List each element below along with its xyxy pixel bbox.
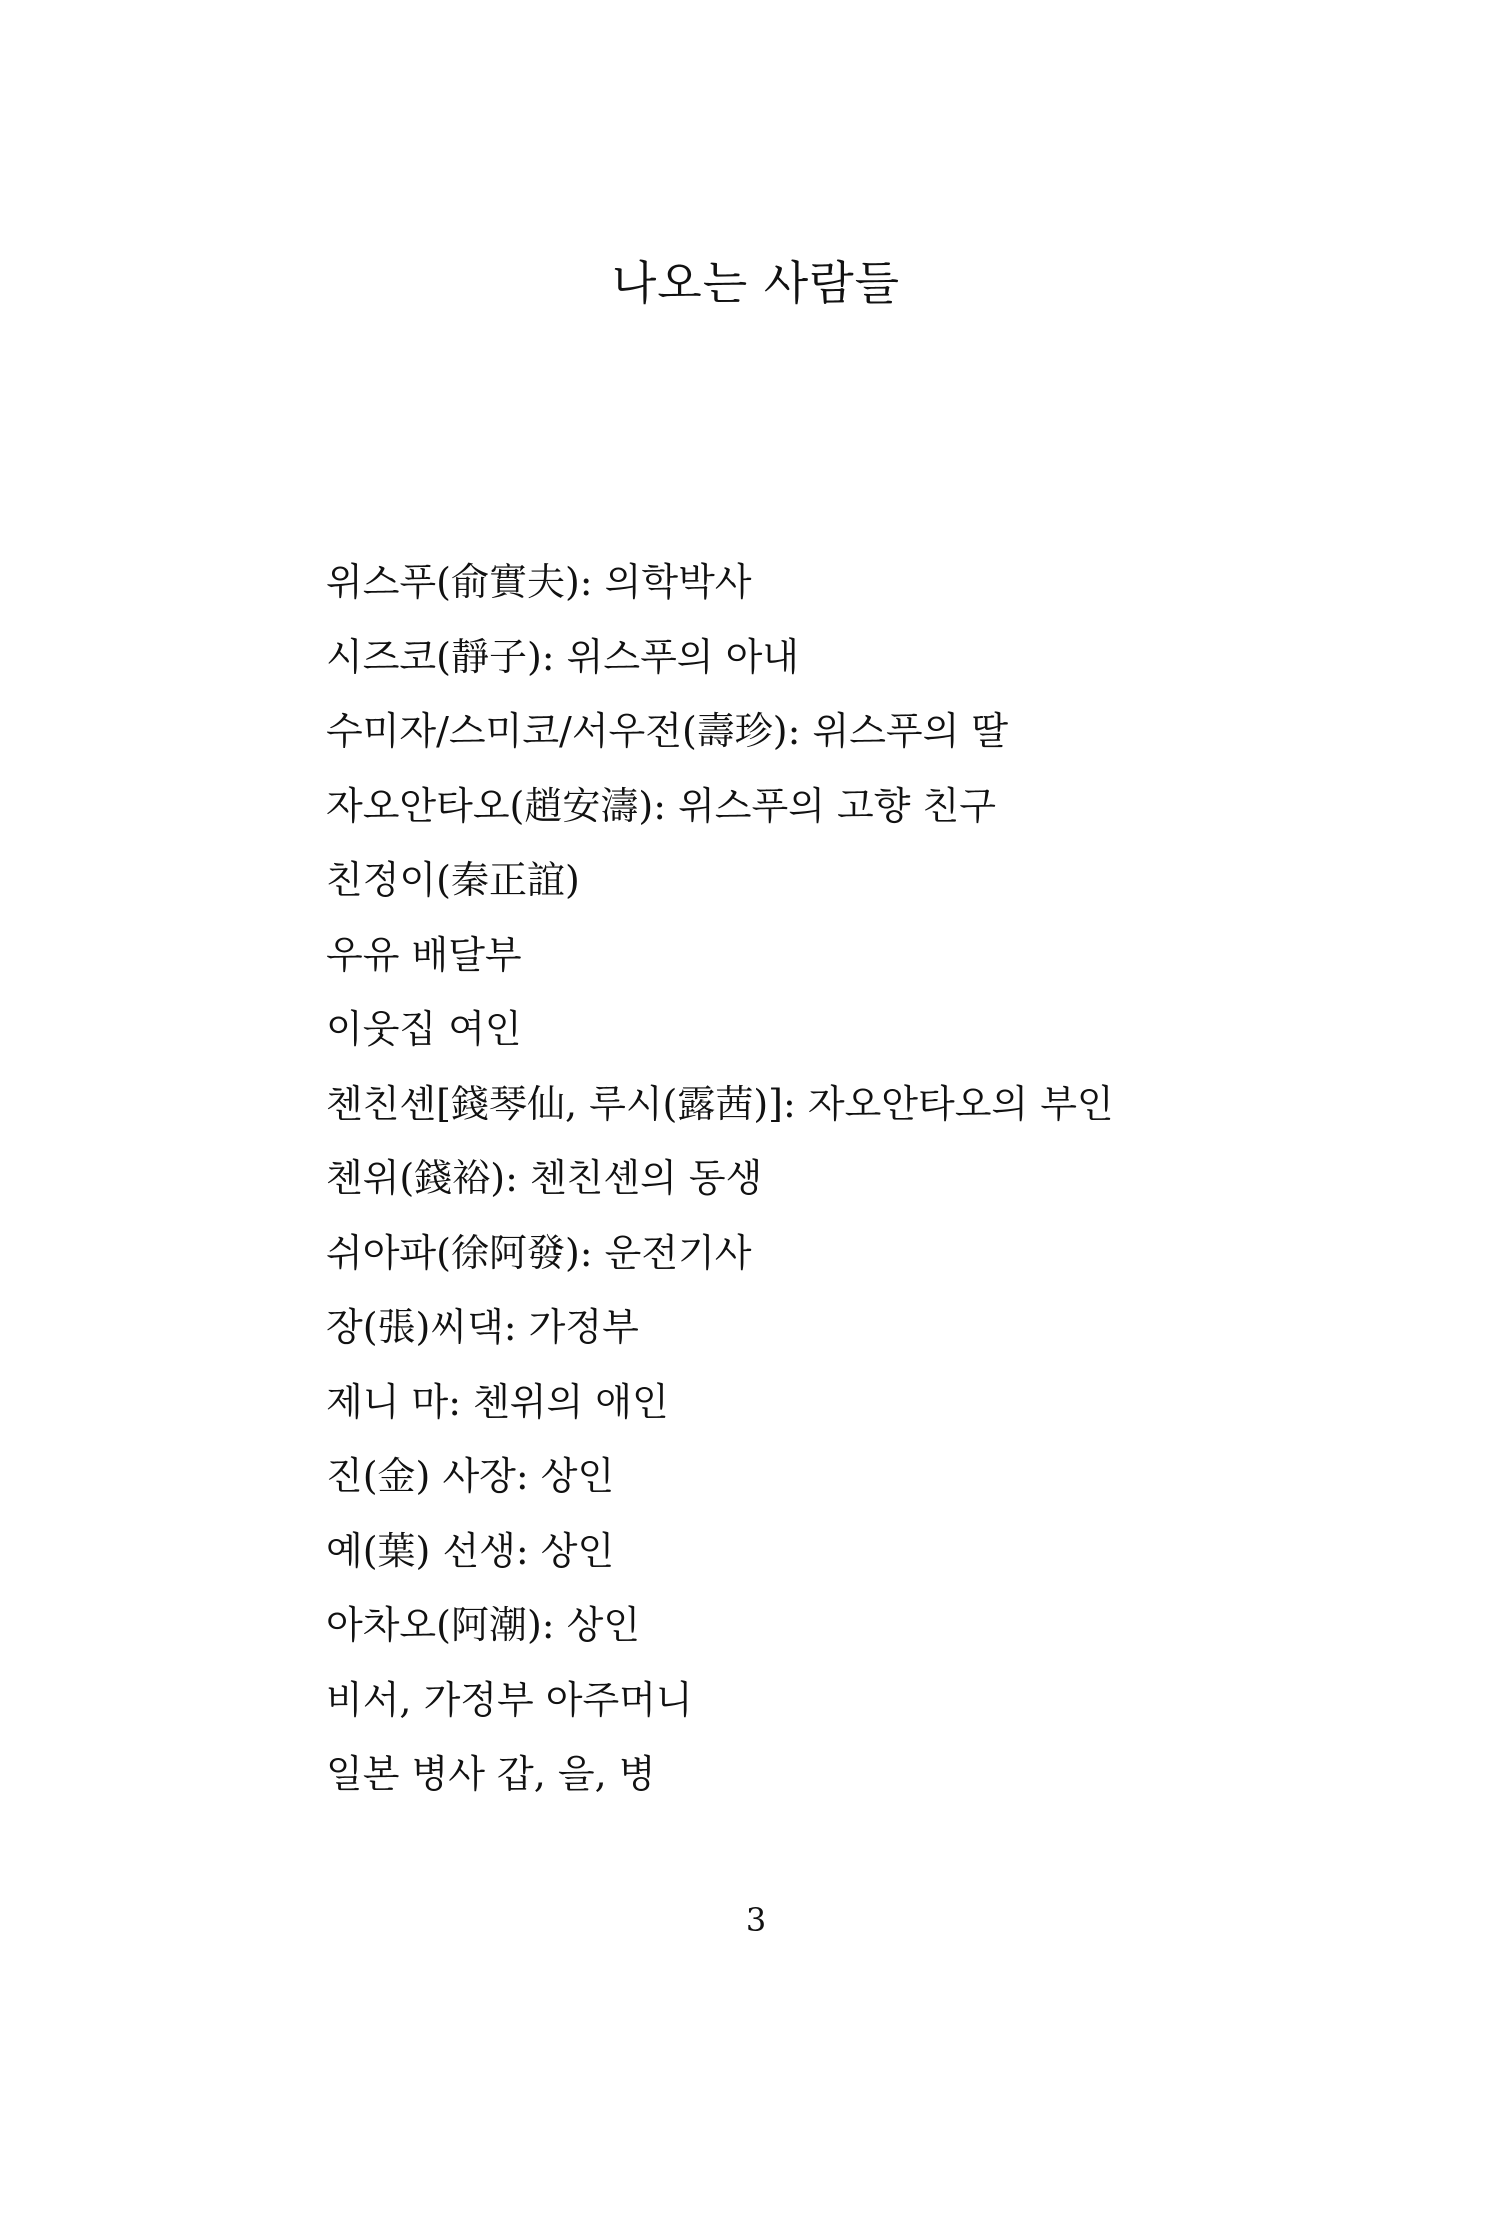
cast-item: 첸친셴[錢琴仙, 루시(露茜)]: 자오안타오의 부인	[326, 1081, 1114, 1126]
cast-item: 수미자/스미코/서우전(壽珍): 위스푸의 딸	[326, 709, 1009, 753]
cast-item: 시즈코(靜子): 위스푸의 아내	[326, 634, 799, 679]
cast-item: 아차오(阿潮): 상인	[326, 1603, 641, 1647]
cast-item: 쉬아파(徐阿發): 운전기사	[326, 1230, 752, 1275]
cast-item: 비서, 가정부 아주머니	[326, 1677, 693, 1722]
cast-list	[326, 545, 1426, 1812]
cast-item: 친정이(秦正誼)	[326, 858, 580, 902]
cast-item: 제니 마: 첸위의 애인	[326, 1379, 669, 1424]
page-title: 나오는 사람들	[611, 256, 901, 310]
cast-item: 장(張)씨댁: 가정부	[326, 1305, 639, 1349]
cast-item: 예(葉) 선생: 상인	[326, 1528, 615, 1573]
cast-item: 위스푸(俞實夫): 의학박사	[326, 560, 752, 604]
cast-item: 첸위(錢裕): 첸친셴의 동생	[326, 1156, 763, 1200]
cast-item: 우유 배달부	[326, 932, 522, 977]
cast-item: 일본 병사 갑, 을, 병	[326, 1752, 656, 1796]
cast-item: 자오안타오(趙安濤): 위스푸의 고향 친구	[326, 783, 996, 828]
cast-item: 진(金) 사장: 상인	[326, 1454, 615, 1498]
page-number: 3	[745, 1901, 767, 1939]
cast-item: 이웃집 여인	[326, 1007, 522, 1051]
